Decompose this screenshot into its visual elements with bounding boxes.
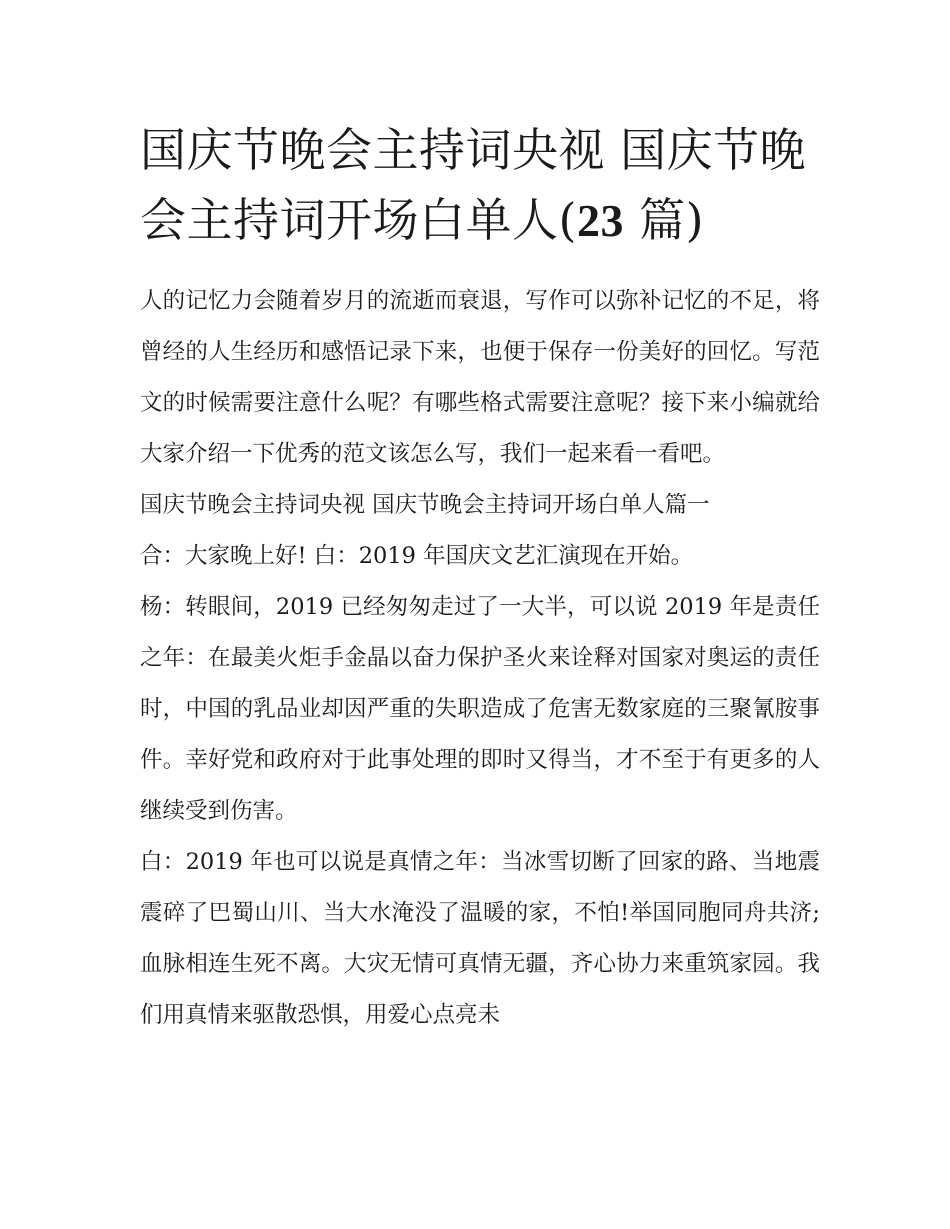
intro-paragraph: 人的记忆力会随着岁月的流逝而衰退，写作可以弥补记忆的不足，将曾经的人生经历和感悟记录下来，也便于保存一份美好的回忆。写范文的时候需要注意什么呢？有哪些格式需要注意呢？接下来小编就给大家介绍一下优秀的范文该怎么写，我们一起来看一看吧。 <box>140 288 820 467</box>
body-paragraph: 合：大家晚上好! 白：2019 年国庆文艺汇演现在开始。 <box>140 543 694 569</box>
title-count: 23 <box>576 195 624 246</box>
body-paragraph: 杨：转眼间，2019 已经匆匆走过了一大半，可以说 2019 年是责任之年：在最美火炬手金晶以奋力保护圣火来诠释对国家对奥运的责任时，中国的乳品业却因严重的失职造成了危害无数家庭的三聚氰胺事件。幸好党和政府对于此事处理的即时又得当，才不至于有更多的人继续受到伤害。 <box>140 594 820 824</box>
body-paragraph: 白：2019 年也可以说是真情之年：当冰雪切断了回家的路、当地震震碎了巴蜀山川、当大水淹没了温暖的家，不怕!举国同胞同舟共济;血脉相连生死不离。大灾无情可真情无疆，齐心协力来重筑家园。我们用真情来驱散恐惧，用爱心点亮未 <box>140 849 820 1028</box>
title-suffix: 篇) <box>623 193 705 247</box>
document-page <box>140 115 820 1041</box>
section-heading: 国庆节晚会主持词央视 国庆节晚会主持词开场白单人篇一 <box>140 492 710 518</box>
document-title <box>140 115 820 256</box>
title-text: 国庆节晚会主持词央视 国庆节晚会主持词开场白单人( <box>140 123 807 247</box>
